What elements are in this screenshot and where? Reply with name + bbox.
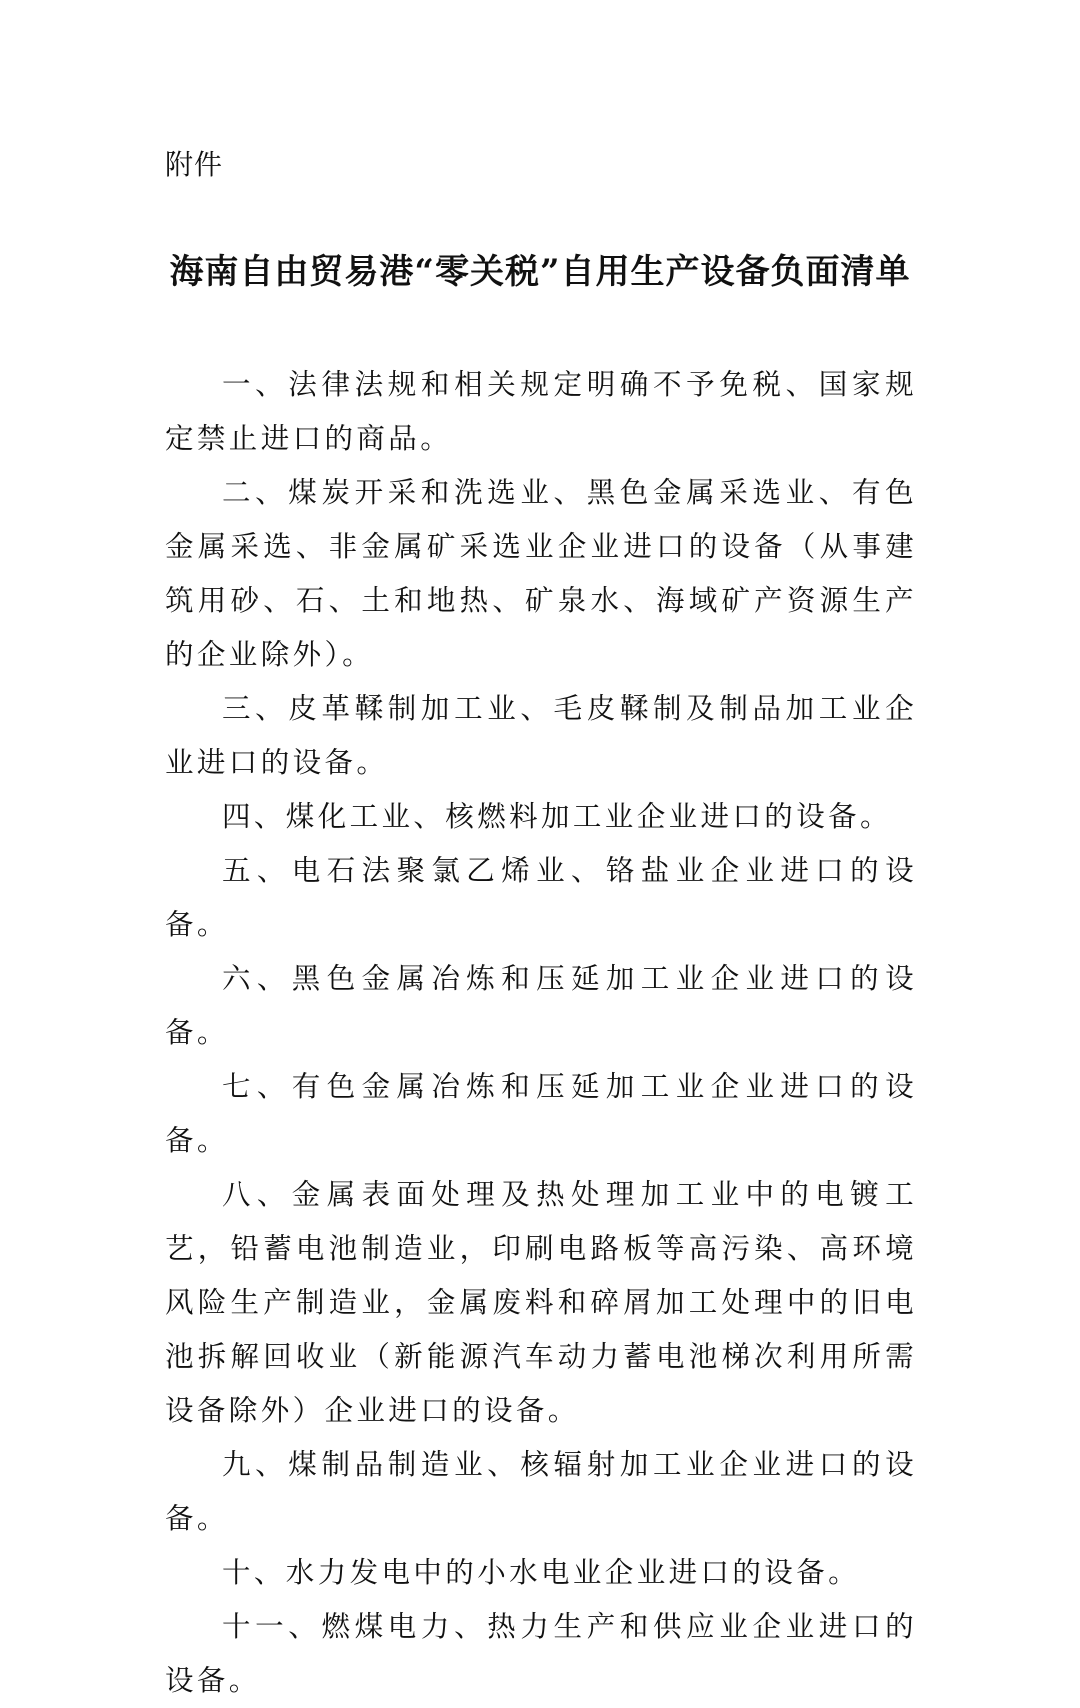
list-item-5: 五、电石法聚氯乙烯业、铬盐业企业进口的设备。	[165, 854, 917, 941]
list-item-11: 十一、燃煤电力、热力生产和供应业企业进口的设备。	[165, 1610, 917, 1697]
attachment-label: 附件	[165, 148, 224, 181]
list-item-1: 一、法律法规和相关规定明确不予免税、国家规定禁止进口的商品。	[165, 368, 917, 455]
list-item-9: 九、煤制品制造业、核辐射加工业企业进口的设备。	[165, 1448, 917, 1535]
list-item-2: 二、煤炭开采和洗选业、黑色金属采选业、有色金属采选、非金属矿采选业企业进口的设备（从事建筑用砂、石、土和地热、矿泉水、海域矿产资源生产的企业除外）。	[165, 476, 917, 671]
document-title: 海南自由贸易港“零关税”自用生产设备负面清单	[169, 252, 911, 292]
list-item-4: 四、煤化工业、核燃料加工业企业进口的设备。	[222, 800, 892, 833]
list-item-8: 八、金属表面处理及热处理加工业中的电镀工艺，铅蓄电池制造业，印刷电路板等高污染、高环境风险生产制造业，金属废料和碎屑加工处理中的旧电池拆解回收业（新能源汽车动力蓄电池梯次利用所需设备除外）企业进口的设备。	[165, 1178, 917, 1427]
list-item-7: 七、有色金属冶炼和压延加工业企业进口的设备。	[165, 1070, 917, 1157]
list-item-3: 三、皮革鞣制加工业、毛皮鞣制及制品加工业企业进口的设备。	[165, 692, 917, 779]
list-item-6: 六、黑色金属冶炼和压延加工业企业进口的设备。	[165, 962, 917, 1049]
document-body	[165, 358, 917, 1708]
list-item-10: 十、水力发电中的小水电业企业进口的设备。	[222, 1556, 861, 1589]
